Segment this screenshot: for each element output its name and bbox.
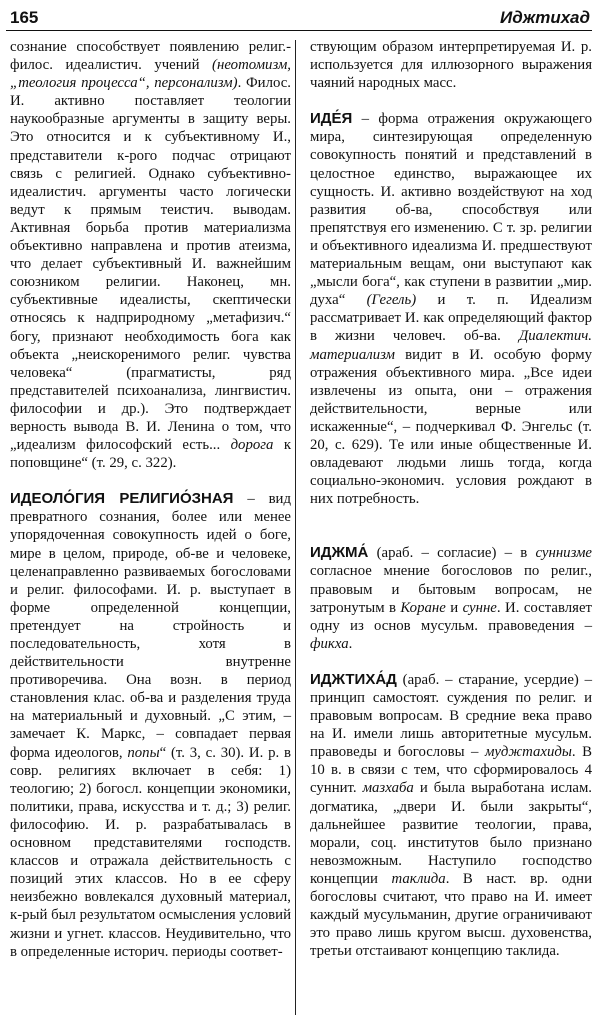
entry-continuation: сознание способствует появлению религ.-филос. идеалистич. учений (неотомизм, „теология процесса“, персонализм). Филос. И. активно поставляет теологии наукообразные аргументы в защиту веры. Это относится и к субъективному И., представители к-рого подчас отрицают связь с религией. Однако субъективно-идеалистич. аргументы часто логически ведут к прямым теистич. выводам. Активная борьба против материализма объективно направлена и против атеизма, что делает субъективный И. важнейшим союзником религии. Наконец, мн. субъективные идеалисты, скептически относясь к надприродному „метафизич.“ богу, признают необходимость бога как объекта „неискоренимого религ. чувства человека“ (прагматисты, ряд представителей психоанализа, лингвистич. философии и др.). Это подтверждает верность вывода В. И. Ленина о том, что „идеализм философский есть... дорога к поповщине“ (т. 29, с. 322). [10, 39, 292, 472]
headword: ИДЕ́Я [310, 110, 353, 128]
headword: ИДЕОЛО́ГИЯ РЕЛИГИО́ЗНАЯ [10, 490, 234, 508]
headword: ИДЖТИХА́Д [310, 670, 397, 688]
entry-continuation: ствующим образом интерпретируемая И. р. используется для иллюзорного выражения чаяний народных масс. [310, 39, 592, 92]
entry-ideya: ИДЕ́Я – форма отражения окружающего мира, синтезирующая определенную совокупность понятий и представлений в целостное единство, выражающее их сущность. И. активно воздействуют на ход развития об-ва, способствуя или препятствуя его изменению. С т. зр. религии и объективного идеализма И. предшествуют материальным вещам, они выступают как „мысли бога“, как ступени в развитии „мир. духа“ (Гегель) и т. п. Идеализм рассматривает И. как определяющий фактор в жизни человеч. об-ва. Диалектич. материализм видит в И. особую форму отражения объективного мира. „Все идеи извлечены из опыта, они – отражения действительности, верные или искаженные“, – подчеркивал Ф. Энгельс (т. 20, с. 629). Те или иные общественные И. овладевают людьми лишь тогда, когда социально-экономич. условия рождают в них потребность. [310, 110, 592, 508]
headword: ИДЖМА́ [310, 544, 369, 562]
entry-ideologiya-religioznaya: ИДЕОЛО́ГИЯ РЕЛИГИО́ЗНАЯ – вид превратного сознания, более или менее упорядоченная совокупность идей о боге, мире в целом, природе, об-ве и человеке, целенаправленно развиваемых богословами и религ. философами. И. р. выступает в форме определенной концепции, претендует на стройность и последовательность, хотя в действительности внутренне противоречива. Она возн. в период становления клас. об-ва и разделения труда на материальный и духовный. „С этим, – замечает К. Маркс, – совпадает первая форма идеологов, попы“ (т. 3, с. 30). И. р. в совр. религиях включает в себя: 1) теологию; 2) богосл. концепции экономики, политики, права, искусства и т. д.; 3) религ. философию. И. р. разрабатывалась в основном представителями господств. классов и отражала действительность с позиций этих классов. Но в ее сферу неизбежно вовлекался духовный материал, к-рый был результатом осмысления условий жизни и угнет. классов. Неудивительно, что в определенные историч. периоды соответ- [10, 490, 292, 960]
page-number: 165 [10, 8, 39, 27]
page-header [6, 6, 592, 31]
column-divider [295, 40, 296, 1015]
entry-idzhtihad: ИДЖТИХА́Д (араб. – старание, усердие) – принцип самостоят. суждения по религ. и правовым вопросам. В средние века право на И. имели лишь авторитетные мусульм. правоведы и богословы – муджтахиды. В 10 в. в связи с тем, что сформировалось 4 суннит. мазхаба и была выработана ислам. догматика, „двери И. были закрыты“, дальнейшее развитие теологии, права, морали, соц. институтов было признано невозможным. Наступило господство концепции таклида. В наст. вр. одни богословы считают, что право на И. имеет каждый мусульманин, другие ограничивают это право лишь кругом высш. духовенства, третьи отстаивают концепцию таклида. [310, 670, 593, 960]
left-column [10, 38, 291, 961]
entry-idzhma: ИДЖМА́ (араб. – согласие) – в суннизме согласное мнение богословов по религ., правовым и бытовым вопросам, не затронутым в Коране и сунне. И. составляет одну из основ мусульм. правоведения – фикха. [310, 544, 592, 652]
right-column [310, 38, 592, 960]
running-head: Иджтихад [500, 8, 590, 27]
